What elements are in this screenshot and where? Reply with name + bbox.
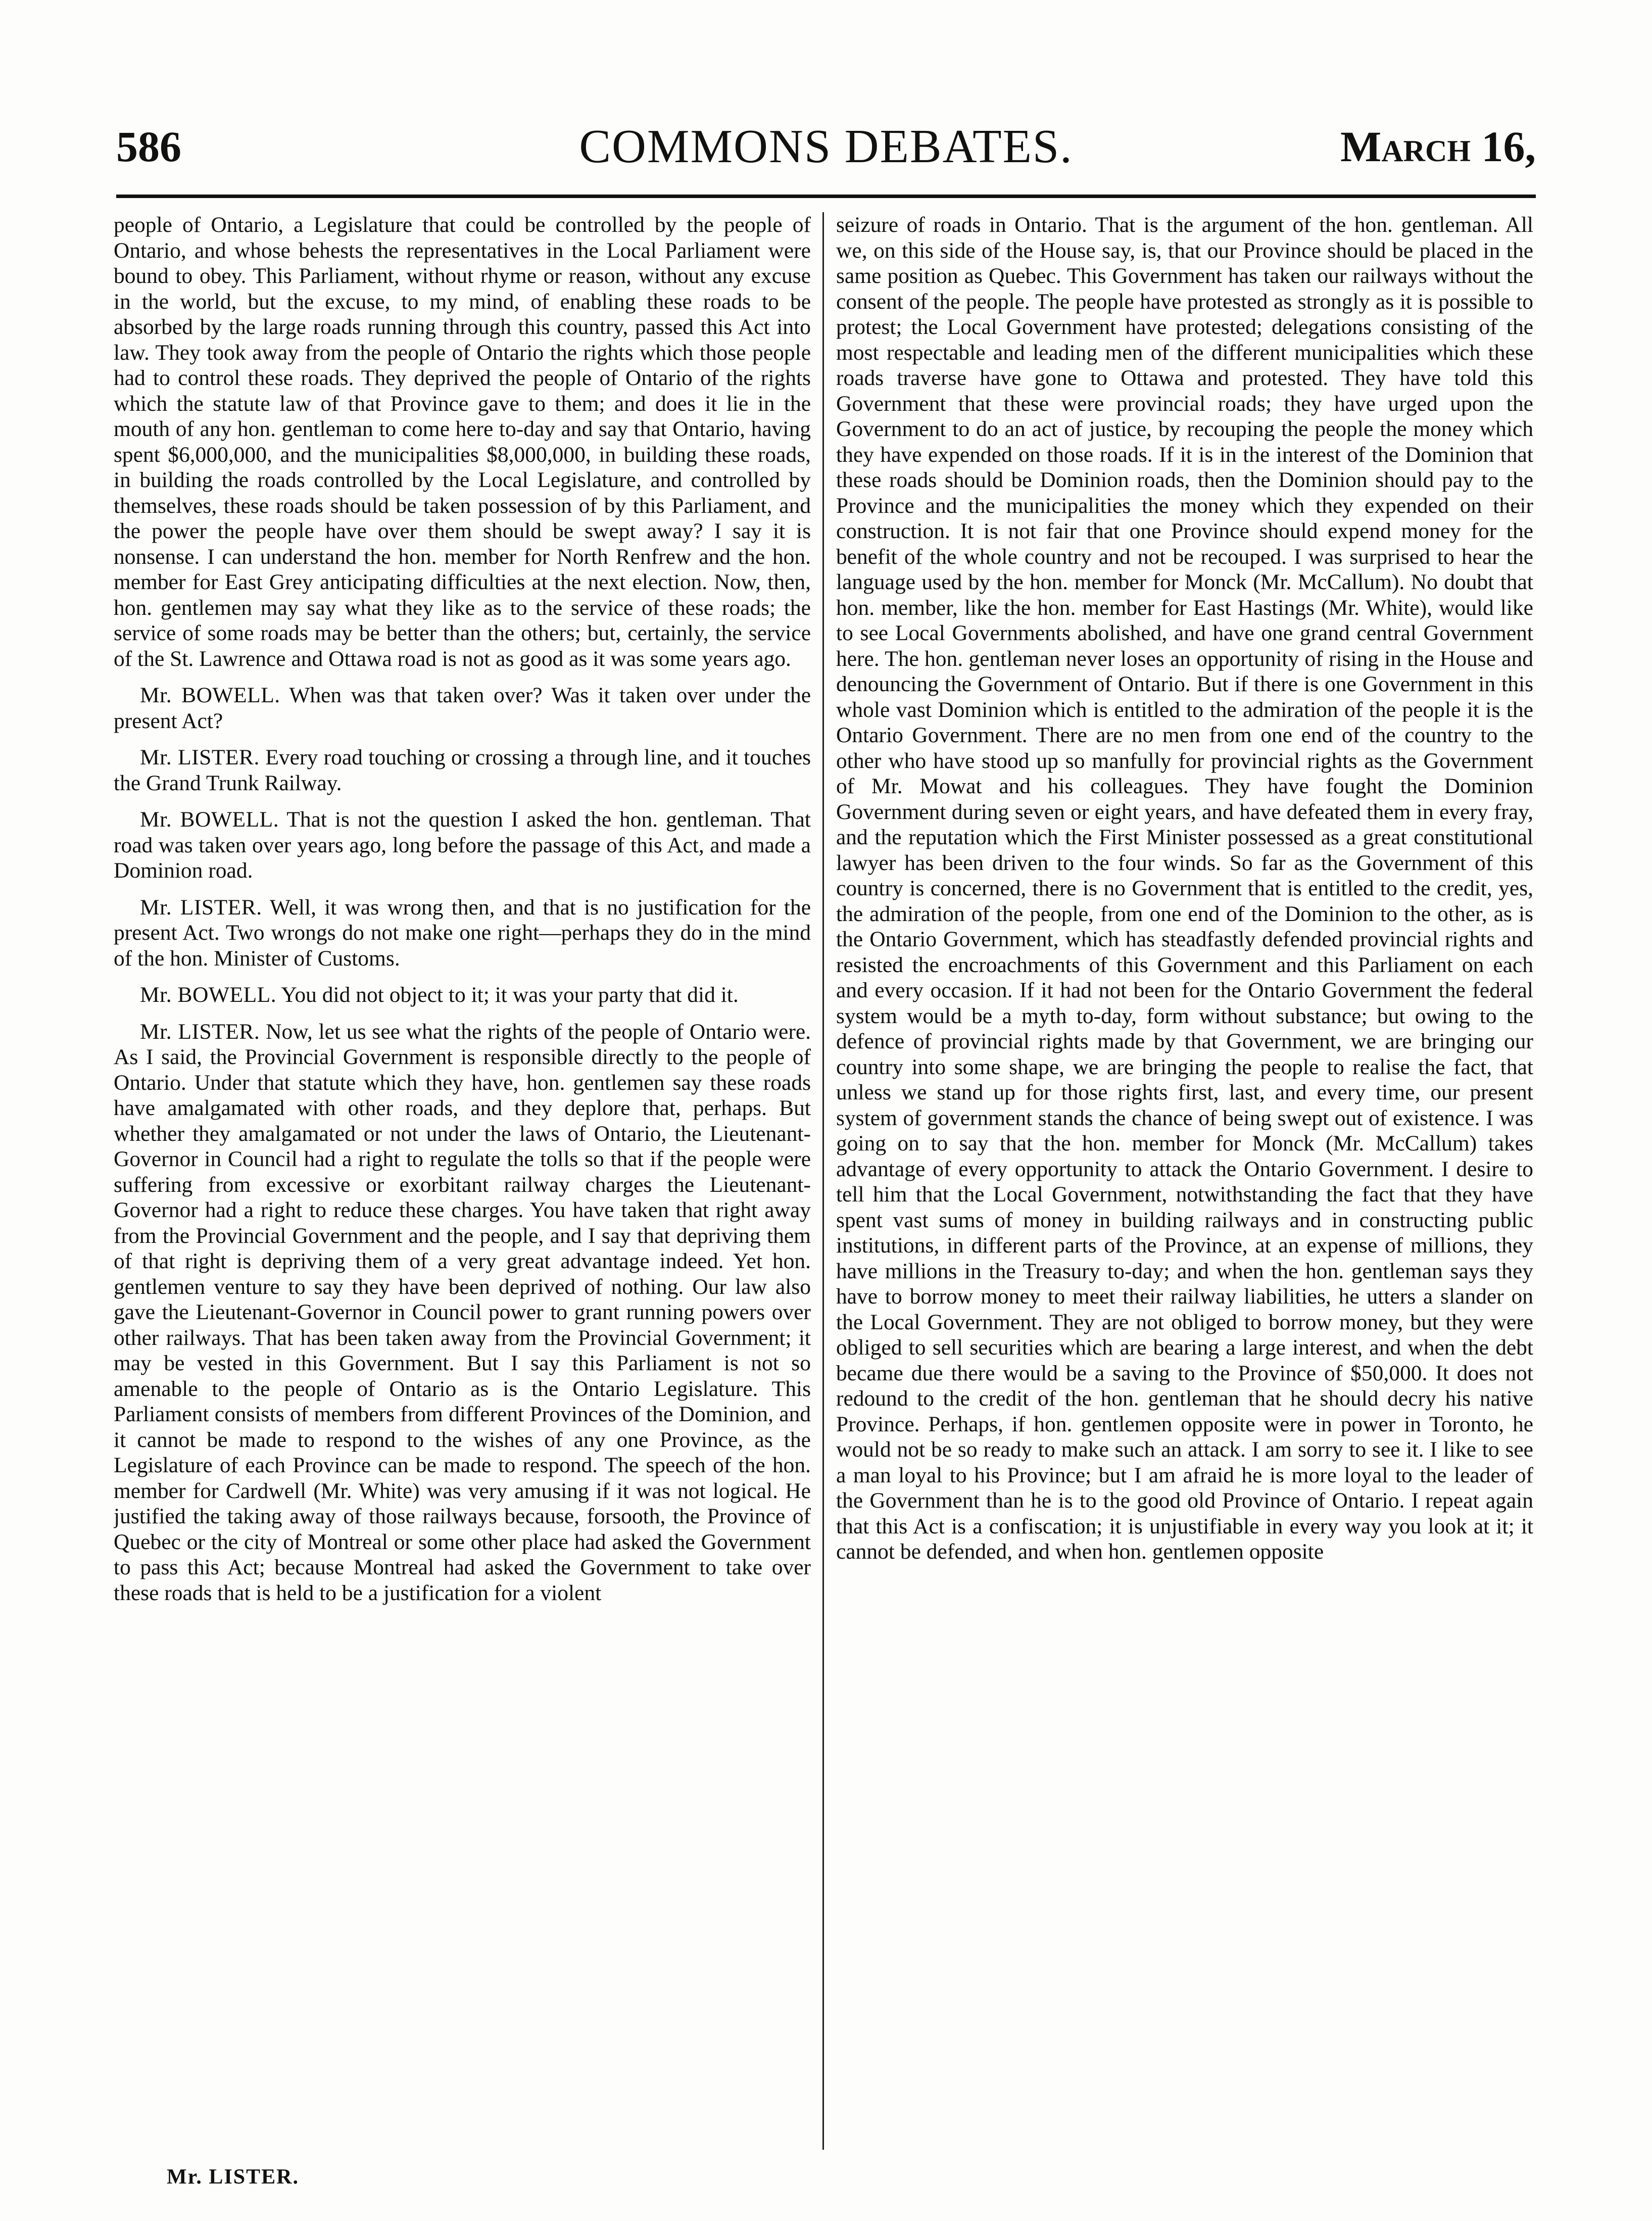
speech-paragraph bbox=[114, 1019, 811, 1606]
speech-text: You did not object to it; it was your party that did it. bbox=[281, 983, 739, 1007]
speech-text: Every road touching or crossing a through line, and it touches the Grand Trunk Railway. bbox=[114, 745, 811, 795]
speech-text: That is not the question I asked the hon. gentleman. That road was taken over years ago, long before the passage of this Act, and made a Dominion road. bbox=[114, 807, 811, 883]
speech-paragraph bbox=[114, 807, 811, 884]
speech-paragraph bbox=[114, 745, 811, 796]
speech-paragraph bbox=[114, 683, 811, 734]
right-column bbox=[836, 212, 1533, 2147]
speech-text: Well, it was wrong then, and that is no justification for the present Act. Two wrongs do not make one right—perhaps they do in the mind of the hon. Minister of Customs. bbox=[114, 895, 811, 971]
speech-paragraph bbox=[114, 982, 811, 1008]
running-footer: Mr. LISTER. bbox=[167, 2165, 300, 2189]
paragraph: seizure of roads in Ontario. That is the argument of the hon. gentleman. All we, on this side of the House say, is, that our Province should be placed in the same position as Quebec. This Government has taken our railways without the consent of the people. The people have protested as strongly as it is possible to protest; the Local Government have protested; delegations consisting of the most respectable and leading men of the different municipalities which these roads traverse have gone to Ottawa and protested. They have told this Government that these were provincial roads; they have urged upon the Government to do an act of justice, by recouping the people the money which they have expended on those roads. If it is in the interest of the Dominion that these roads should be Dominion roads, then the Dominion should pay to the Province and the municipalities the money which they expended on their construction. It is not fair that one Province should expend money for the benefit of the whole country and not be recouped. I was surprised to hear the language used by the hon. member for Monck (Mr. McCallum). No doubt that hon. member, like the hon. member for East Hastings (Mr. White), would like to see Local Governments abolished, and have one grand central Government here. The hon. gentleman never loses an opportunity of rising in the House and denouncing the Government of Ontario. But if there is one Government in this whole vast Dominion which is entitled to the admiration of the people it is the Ontario Government. There are no men from one end of the country to the other who have stood up so manfully for provincial rights as the Government of Mr. Mowat and his colleagues. They have fought the Dominion Government during seven or eight years, and have defeated them in every fray, and the reputation which the First Minister possessed as a great constitutional lawyer has been driven to the four winds. So far as the Government of this country is concerned, there is no Government that is entitled to the credit, yes, the admiration of the people, from one end of the Dominion to the other, as is the Ontario Government, which has steadfastly defended provincial rights and resisted the encroachments of this Government and this Parliament on each and every occasion. If it had not been for the Ontario Government the federal system would be a myth to-day, form without substance; but owing to the defence of provincial rights made by that Government, we are bringing our country into some shape, we are bringing the people to realise the fact, that unless we stand up for those rights first, last, and every time, our present system of government stands the chance of being swept out of existence. I was going on to say that the hon. member for Monck (Mr. McCallum) takes advantage of every opportunity to attack the Ontario Government. I desire to tell him that the Local Government, notwithstanding the fact that they have spent vast sums of money in building railways and in constructing public institutions, in different parts of the Province, at an expense of millions, they have millions in the Treasury to-day; and when the hon. gentleman says they have to borrow money to meet their railway liabilities, he utters a slander on the Local Government. They are not obliged to borrow money, but they were obliged to sell securities which are bearing a large interest, and when the debt became due there would be a saving to the Province of $50,000. It does not redound to the credit of the hon. gentleman that he should decry his native Province. Perhaps, if hon. gentlemen opposite were in power in Toronto, he would not be so ready to make such an attack. I am sorry to see it. I like to see a man loyal to his Province; but I am afraid he is more loyal to the leader of the Government than he is to the good old Province of Ontario. I repeat again that this Act is a confiscation; it is unjustifiable in every way you look at it; it cannot be defended, and when hon. gentlemen opposite bbox=[836, 213, 1533, 1564]
page-date: March 16, bbox=[1340, 122, 1536, 171]
left-column bbox=[114, 212, 811, 2147]
speech-paragraph bbox=[114, 895, 811, 972]
speaker-name: Mr. LISTER. bbox=[140, 745, 260, 769]
speaker-name: Mr. LISTER. bbox=[140, 895, 262, 920]
speaker-name: Mr. BOWELL. bbox=[140, 983, 277, 1007]
speaker-name: Mr. LISTER. bbox=[140, 1019, 260, 1044]
speech-text: Now, let us see what the rights of the people of Ontario were. As I said, the Provincial Government is responsible directly to the people of Ontario. Under that statute which they have, hon. gentlemen say these roads have amalgamated with other roads, and they deplore that, perhaps. But whether they amalgamated or not under the laws of Ontario, the Lieutenant-Governor in Council had a right to regulate the tolls so that if the people were suffering from excessive or exorbitant railway charges the Lieutenant-Governor had a right to reduce these charges. You have taken that right away from the Provincial Government and the people, and I say that depriving them of that right is depriving them of a very great advantage indeed. Yet hon. gentlemen venture to say they have been deprived of nothing. Our law also gave the Lieutenant-Governor in Council power to grant running powers over other railways. That has been taken away from the Provincial Government; it may be vested in this Government. But I say this Parliament is not so amenable to the people of Ontario as is the Ontario Legislature. This Parliament consists of members from different Provinces of the Dominion, and it cannot be made to respond to the wishes of any one Province, as the Legislature of each Province can be made to respond. The speech of the hon. member for Cardwell (Mr. White) was very amusing if it was not logical. He justified the taking away of those railways because, forsooth, the Province of Quebec or the city of Montreal or some other place had asked the Government to pass this Act; because Montreal had asked the Government to take over these roads that is held to be a justification for a violent bbox=[114, 1019, 811, 1605]
speech-text: When was that taken over? Was it taken over under the present Act? bbox=[114, 683, 811, 733]
paragraph: people of Ontario, a Legislature that could be controlled by the people of Ontario, and whose behests the representatives in the Local Parliament were bound to obey. This Parliament, without rhyme or reason, without any excuse in the world, but the excuse, to my mind, of enabling these roads to be absorbed by the large roads running through this country, passed this Act into law. They took away from the people of Ontario the rights which those people had to control these roads. They deprived the people of Ontario of the rights which the statute law of that Province gave to them; and does it lie in the mouth of any hon. gentleman to come here to-day and say that Ontario, having spent $6,000,000, and the municipalities $8,000,000, in building these roads, in building the roads controlled by the Local Legislature, and controlled by themselves, these roads should be taken possession of by this Parliament, and the power the people have over them should be swept away? I say it is nonsense. I can understand the hon. member for North Renfrew and the hon. member for East Grey anticipating difficulties at the next election. Now, then, hon. gentlemen may say what they like as to the service of these roads; the service of some roads may be better than the others; but, certainly, the service of the St. Lawrence and Ottawa road is not as good as it was some years ago. bbox=[114, 213, 811, 671]
speaker-name: Mr. BOWELL. bbox=[140, 807, 279, 832]
page-title: COMMONS DEBATES. bbox=[579, 120, 1073, 173]
page-header bbox=[116, 114, 1536, 179]
header-rule bbox=[116, 195, 1536, 198]
page-number: 586 bbox=[116, 122, 181, 171]
speaker-name: Mr. BOWELL. bbox=[140, 683, 280, 707]
column-divider bbox=[822, 212, 824, 2150]
